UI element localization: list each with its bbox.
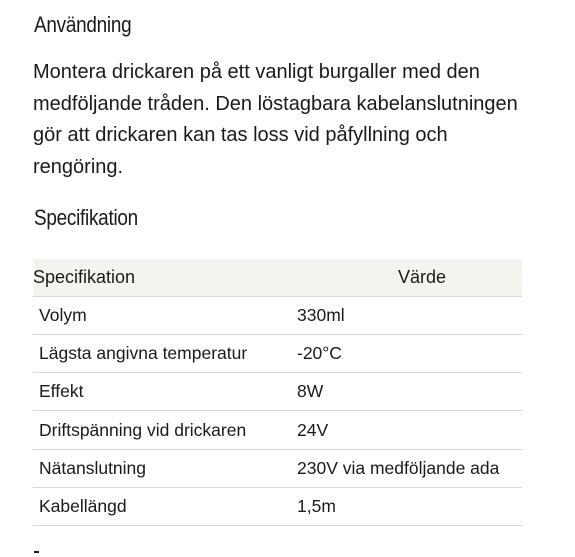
table-row — [33, 296, 522, 334]
spec-key: Lägsta angivna temperatur — [33, 334, 290, 372]
spec-value: 8W — [290, 373, 522, 411]
table-row — [33, 411, 522, 449]
table-header-row — [33, 259, 522, 296]
column-header-specification: Specifikation — [33, 259, 290, 296]
spec-key: Effekt — [33, 373, 290, 411]
spec-value: 24V — [290, 411, 522, 449]
spec-value: 1,5m — [290, 487, 522, 525]
spec-value: -20°C — [290, 334, 522, 372]
table-row — [33, 334, 522, 372]
usage-description: Montera drickaren på ett vanligt burgaller med den medföljande tråden. Den löstagbara kabelanslutningen gör att drickaren kan tas loss vid påfyllning och rengöring. — [33, 61, 518, 178]
table-row — [33, 373, 522, 411]
spec-value: 330ml — [290, 296, 522, 334]
spec-key: Driftspänning vid drickaren — [33, 411, 290, 449]
spec-key: Kabellängd — [33, 487, 290, 525]
column-header-value: Värde — [290, 259, 522, 296]
specification-table — [33, 259, 522, 526]
table-row — [33, 487, 522, 525]
spec-value: 230V via medföljande ada — [290, 449, 522, 487]
next-section-edge — [34, 551, 39, 556]
spec-key: Nätanslutning — [33, 449, 290, 487]
usage-heading: Användning — [34, 12, 132, 37]
specification-heading: Specifikation — [34, 205, 138, 230]
spec-key: Volym — [33, 296, 290, 334]
table-row — [33, 449, 522, 487]
